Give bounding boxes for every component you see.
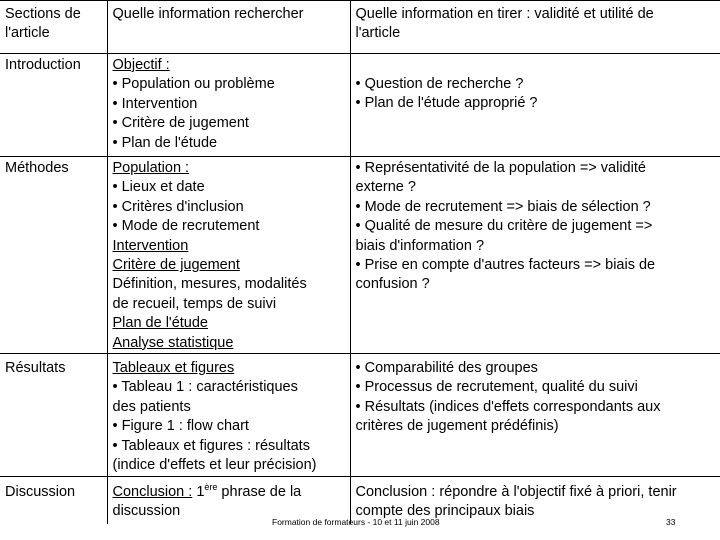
conclusion-prefix: 1 bbox=[192, 483, 205, 500]
critere-title: Critère de jugement bbox=[112, 257, 240, 274]
info-cell bbox=[107, 157, 350, 354]
conclusion-title: Conclusion : bbox=[112, 483, 193, 500]
list-item: • Lieux et date bbox=[112, 179, 205, 196]
conclusion-sup: ère bbox=[204, 481, 218, 492]
text-line: • Processus de recrutement, qualité du suivi bbox=[355, 379, 638, 396]
text-line: Conclusion : répondre à l'objectif fixé à priori, tenir bbox=[355, 483, 677, 500]
header-validite bbox=[350, 1, 720, 54]
header-col1-line1: Sections de bbox=[5, 6, 81, 22]
validity-cell bbox=[350, 354, 720, 476]
section-cell bbox=[0, 354, 107, 476]
header-col1-line2: l'article bbox=[5, 25, 50, 42]
text-line: critères de jugement prédéfinis) bbox=[355, 418, 559, 435]
header-col3-line2: l'article bbox=[355, 25, 401, 42]
section-cell bbox=[0, 54, 107, 157]
text-line: des patients bbox=[112, 398, 191, 415]
section-discussion: Discussion bbox=[5, 483, 76, 500]
text-line: (indice d'effets et leur précision) bbox=[112, 457, 317, 474]
header-row bbox=[0, 1, 720, 54]
text-line: • Qualité de mesure du critère de jugement => bbox=[355, 218, 653, 235]
list-item: • Population ou problème bbox=[112, 76, 275, 93]
critere-desc-line: Définition, mesures, modalités bbox=[112, 276, 307, 293]
section-methodes: Méthodes bbox=[5, 160, 69, 176]
header-sections bbox=[0, 1, 107, 54]
section-cell bbox=[0, 157, 107, 354]
text-line: • Prise en compte d'autres facteurs => biais de bbox=[355, 257, 656, 274]
header-col2-text: Quelle information rechercher bbox=[112, 6, 304, 22]
section-cell bbox=[0, 476, 107, 524]
text-line: biais d'information ? bbox=[355, 237, 485, 254]
info-cell bbox=[107, 354, 350, 476]
list-item: • Plan de l'étude approprié ? bbox=[355, 95, 538, 112]
plan-title: Plan de l'étude bbox=[112, 315, 208, 332]
list-item: • Question de recherche ? bbox=[355, 76, 524, 92]
page-number: 33 bbox=[666, 517, 676, 527]
text-line: externe ? bbox=[355, 179, 416, 196]
conclusion-line2: discussion bbox=[112, 502, 181, 519]
text-line: • Figure 1 : flow chart bbox=[112, 418, 249, 435]
text-line: confusion ? bbox=[355, 276, 430, 293]
section-introduction: Introduction bbox=[5, 57, 81, 73]
validity-cell bbox=[350, 157, 720, 354]
text-line: compte des principaux biais bbox=[355, 502, 535, 519]
row-resultats bbox=[0, 354, 720, 476]
info-cell bbox=[107, 54, 350, 157]
row-methodes bbox=[0, 157, 720, 354]
intervention-title: Intervention bbox=[112, 237, 189, 254]
text-line: • Tableau 1 : caractéristiques bbox=[112, 379, 298, 396]
list-item: • Plan de l'étude bbox=[112, 134, 218, 151]
tableaux-title: Tableaux et figures bbox=[112, 360, 235, 377]
validity-cell bbox=[350, 54, 720, 157]
conclusion-line bbox=[113, 483, 347, 502]
text-line: • Résultats (indices d'effets correspondants aux bbox=[355, 398, 661, 415]
population-title: Population : bbox=[112, 160, 190, 176]
list-item: • Critère de jugement bbox=[112, 115, 249, 132]
footer-text: Formation de formateurs - 10 et 11 juin 2008 bbox=[272, 517, 440, 527]
objectif-title: Objectif : bbox=[112, 57, 170, 73]
header-col3-line1: Quelle information en tirer : validité et utilité de bbox=[355, 6, 654, 22]
text-line: • Représentativité de la population => validité bbox=[355, 160, 646, 176]
list-item: • Mode de recrutement bbox=[112, 218, 260, 235]
section-resultats: Résultats bbox=[5, 360, 66, 377]
header-quelle-information bbox=[107, 1, 350, 54]
text-line: • Tableaux et figures : résultats bbox=[112, 437, 310, 454]
list-item: • Intervention bbox=[112, 95, 198, 112]
analyse-title: Analyse statistique bbox=[112, 334, 234, 351]
list-item: • Critères d'inclusion bbox=[112, 198, 244, 215]
row-introduction bbox=[0, 54, 720, 157]
critere-desc-line: de recueil, temps de suivi bbox=[112, 295, 277, 312]
text-line: • Comparabilité des groupes bbox=[355, 360, 538, 377]
text-line: • Mode de recrutement => biais de sélection ? bbox=[355, 198, 651, 215]
conclusion-rest: phrase de la bbox=[217, 483, 302, 500]
